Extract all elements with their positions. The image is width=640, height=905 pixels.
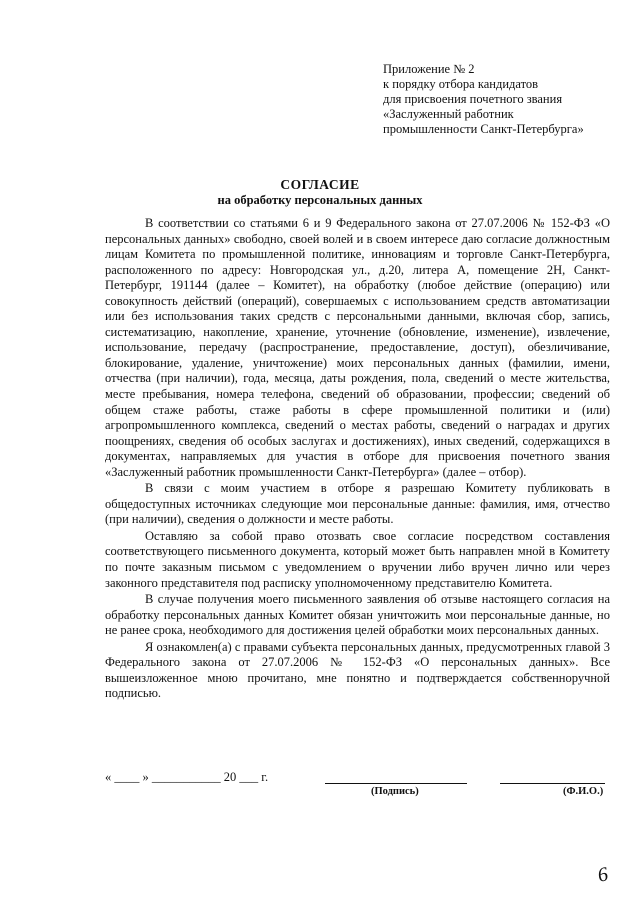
paragraph: В случае получения моего письменного заявления об отзыве настоящего согласия на обработку персональных данных Комитет обязан уничтожить мои персональные данные, но не ранее срока, необходимого для достижения целей обработки моих персональных данных. xyxy=(105,592,610,638)
signature-caption: (Подпись) xyxy=(371,786,419,797)
annex-line: «Заслуженный работник xyxy=(383,107,514,121)
page-number: 6 xyxy=(595,863,611,887)
annex-line: промышленности Санкт-Петербурга» xyxy=(383,122,584,136)
document-title: СОГЛАСИЕ xyxy=(280,177,360,192)
consent-body xyxy=(105,216,610,703)
document-subtitle: на обработку персональных данных xyxy=(217,193,423,207)
signature-row xyxy=(105,770,615,810)
date-field: « ____ » ___________ 20 ___ г. xyxy=(105,770,269,784)
name-line xyxy=(500,770,605,784)
paragraph: Я ознакомлен(а) с правами субъекта персональных данных, предусмотренных главой 3 Федерального закона от 27.07.2006 № 152-ФЗ «О персональных данных». Все вышеизложенное мною прочитано, мне понятно и подтверждается собственноручной подписью. xyxy=(105,639,610,701)
paragraph: Оставляю за собой право отозвать свое согласие посредством составления соответствующего письменного документа, который может быть направлен мной в Комитету по почте заказным письмом с уведомлением о вручении либо вручен лично или через законного представителя под расписку уполномоченному представителю Комитета. xyxy=(105,528,610,590)
signature-line xyxy=(325,770,467,784)
annex-line: Приложение № 2 xyxy=(383,62,475,76)
annex-line: для присвоения почетного звания xyxy=(383,92,563,106)
annex-line: к порядку отбора кандидатов xyxy=(383,77,539,91)
annex-block xyxy=(383,62,623,137)
name-caption: (Ф.И.О.) xyxy=(563,786,604,797)
paragraph: В связи с моим участием в отборе я разрешаю Комитету публиковать в общедоступных источниках следующие мои персональные данные: фамилия, имя, отчество (при наличии), сведения о должности и месте работы. xyxy=(105,481,610,527)
paragraph: В соответствии со статьями 6 и 9 Федерального закона от 27.07.2006 № 152-ФЗ «О персональных данных» свободно, своей волей и в своем интересе даю согласие должностным лицам Комитета по промышленной политике, инновациям и торговле Санкт-Петербурга, расположенного по адресу: Новгородская ул., д.20, литера А, помещение 2Н, Санкт-Петербург, 191144 (далее – Комитет), на обработку (любое действие (операцию) или совокупность действий (операций), совершаемых с использованием средств автоматизации или без использования таких средств с персональными данными, включая сбор, запись, систематизацию, накопление, хранение, уточнение (обновление, изменение), извлечение, использование, передачу (распространение, предоставление, доступ), обезличивание, блокирование, удаление, уничтожение) моих персональных данных (фамилии, имени, отчества (при наличии), года, месяца, даты рождения, пола, сведений о месте жительства, месте пребывания, номера телефона, сведений об образовании, профессии; сведений об общем стаже работы, стаже работы в сфере промышленной политики и (или) агропромышленного комплекса, сведений о местах работы, сведений о наградах и других поощрениях, сведения об особых заслугах и достижениях), иных сведений, содержащихся в документах, направляемых для участия в отборе для присвоения почетного звания «Заслуженный работник промышленности Санкт-Петербурга» (далее – отбор). xyxy=(105,216,610,479)
